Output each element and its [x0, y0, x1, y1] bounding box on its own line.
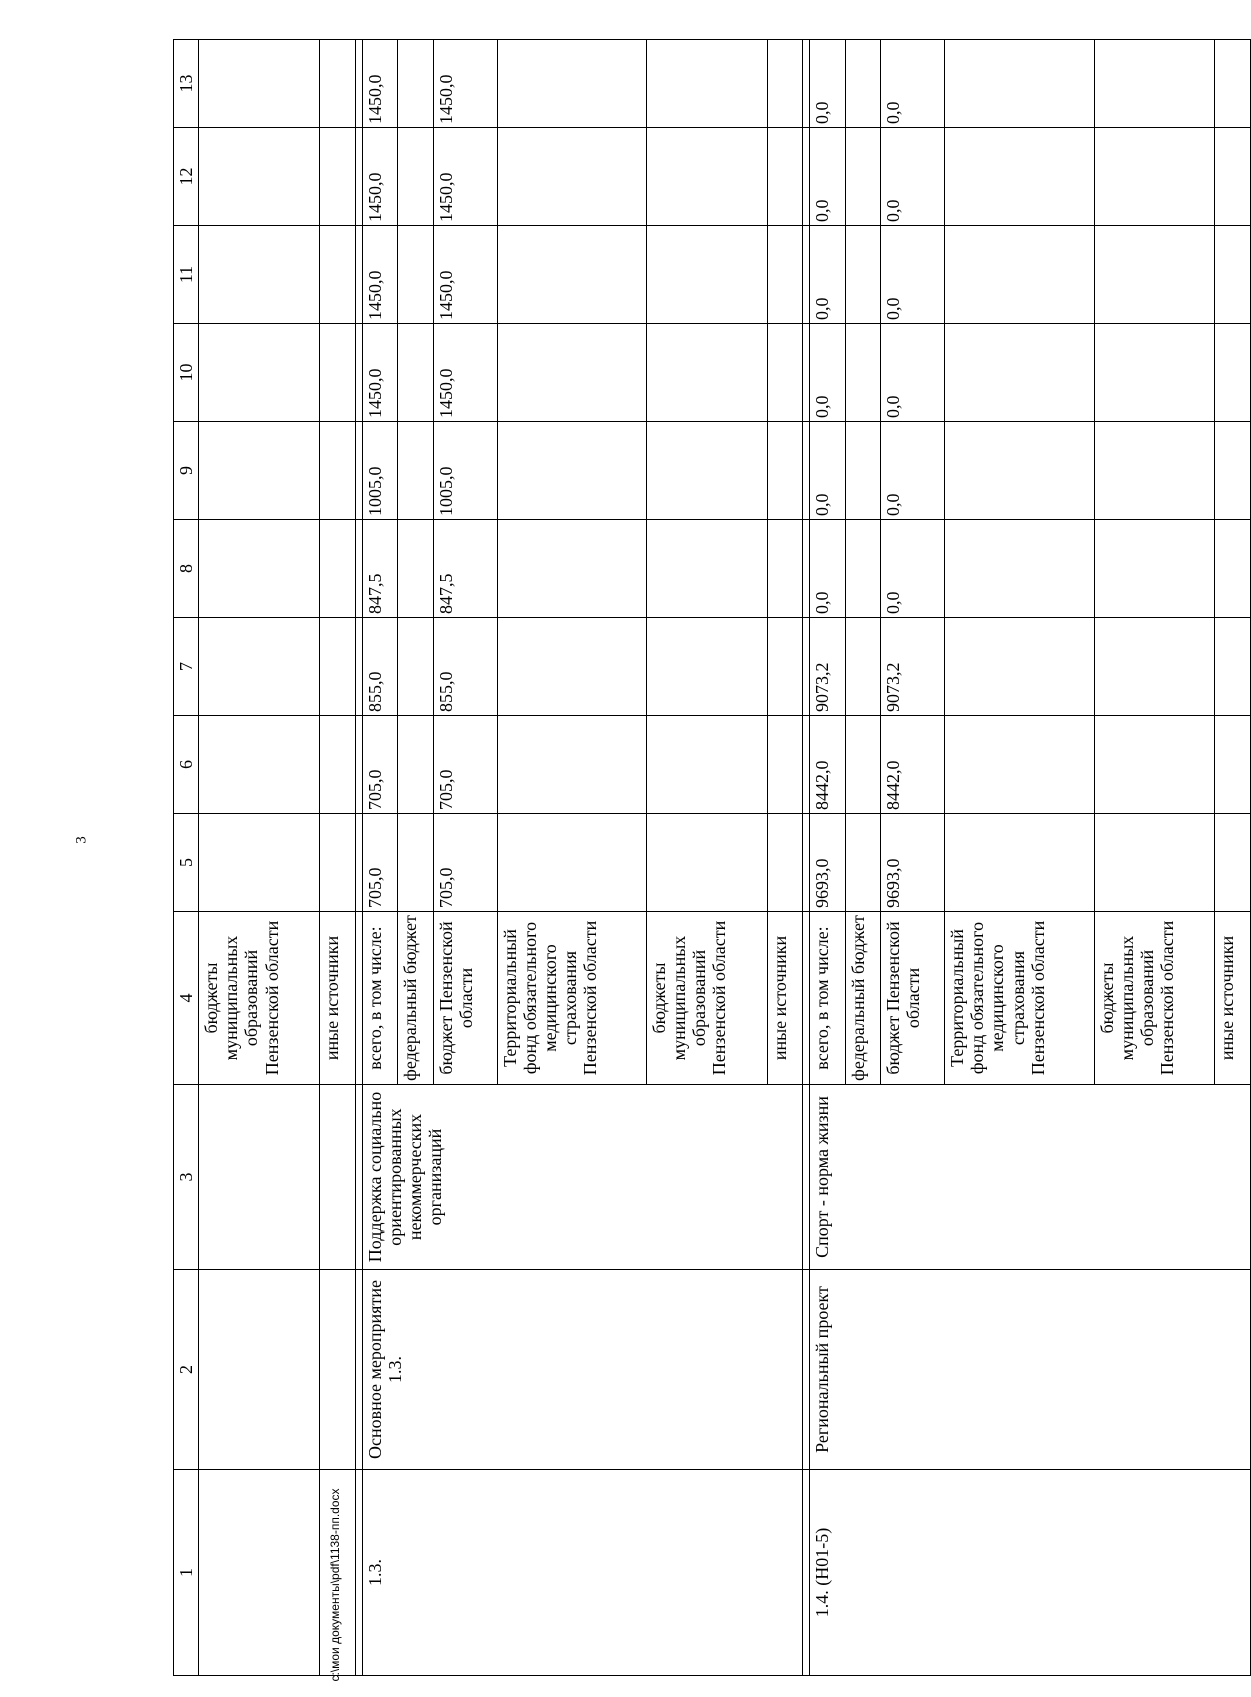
type-cell: Основное мероприятие 1.3.	[362, 1270, 803, 1470]
separator-cell	[803, 716, 810, 814]
value-cell	[1094, 618, 1215, 716]
source-cell: бюджет Пензенской области	[433, 912, 497, 1085]
value-cell: 9693,0	[810, 814, 846, 912]
value-cell	[767, 716, 803, 814]
value-cell: 1450,0	[362, 226, 398, 324]
column-header: 7	[174, 618, 199, 716]
value-cell	[1094, 128, 1215, 226]
separator-cell	[803, 324, 810, 422]
value-cell	[767, 324, 803, 422]
value-cell	[1215, 814, 1251, 912]
separator-cell	[355, 618, 362, 716]
separator-cell	[355, 1470, 362, 1676]
value-cell	[1215, 716, 1251, 814]
value-cell	[398, 716, 434, 814]
value-cell	[398, 40, 434, 128]
value-cell	[199, 716, 320, 814]
value-cell: 0,0	[810, 422, 846, 520]
header-row	[174, 40, 199, 1676]
value-cell: 0,0	[881, 422, 945, 520]
value-cell	[1215, 618, 1251, 716]
value-cell	[1094, 814, 1215, 912]
value-cell	[945, 618, 1094, 716]
value-cell: 0,0	[881, 128, 945, 226]
value-cell	[320, 716, 356, 814]
separator-cell	[355, 1085, 362, 1270]
value-cell	[398, 814, 434, 912]
value-cell: 705,0	[362, 814, 398, 912]
column-header: 13	[174, 40, 199, 128]
value-cell: 855,0	[362, 618, 398, 716]
value-cell: 0,0	[810, 226, 846, 324]
separator-cell	[803, 618, 810, 716]
value-cell: 1005,0	[362, 422, 398, 520]
value-cell	[767, 422, 803, 520]
column-header: 3	[174, 1085, 199, 1270]
value-cell	[945, 814, 1094, 912]
source-cell: федеральный бюджет	[398, 912, 434, 1085]
value-cell	[945, 324, 1094, 422]
value-cell	[320, 128, 356, 226]
value-cell: 1450,0	[362, 128, 398, 226]
value-cell	[199, 40, 320, 128]
value-cell	[497, 716, 646, 814]
value-cell	[767, 226, 803, 324]
value-cell	[199, 128, 320, 226]
value-cell	[767, 618, 803, 716]
table-row	[199, 40, 320, 1676]
value-cell	[320, 618, 356, 716]
value-cell: 847,5	[362, 520, 398, 618]
separator-cell	[355, 912, 362, 1085]
value-cell	[497, 618, 646, 716]
source-cell: иные источники	[320, 912, 356, 1085]
value-cell	[1215, 422, 1251, 520]
value-cell: 855,0	[433, 618, 497, 716]
value-cell	[767, 814, 803, 912]
separator-cell	[355, 1270, 362, 1470]
column-header: 11	[174, 226, 199, 324]
value-cell	[646, 814, 767, 912]
value-cell	[767, 128, 803, 226]
budget-table	[173, 39, 1251, 1676]
separator-cell	[803, 912, 810, 1085]
value-cell	[767, 520, 803, 618]
value-cell	[845, 40, 881, 128]
value-cell	[497, 422, 646, 520]
value-cell	[767, 40, 803, 128]
value-cell: 1450,0	[433, 324, 497, 422]
separator-cell	[803, 40, 810, 128]
source-cell: Территориальный фонд обязательного медицинского страхования Пензенской области	[497, 912, 646, 1085]
value-cell	[945, 422, 1094, 520]
value-cell: 0,0	[810, 128, 846, 226]
separator-cell	[355, 226, 362, 324]
value-cell	[497, 40, 646, 128]
separator-cell	[803, 520, 810, 618]
column-header: 9	[174, 422, 199, 520]
type-cell: Региональный проект	[810, 1270, 1251, 1470]
value-cell	[945, 520, 1094, 618]
name-cell: Поддержка социально ориентированных некоммерческих организаций	[362, 1085, 803, 1270]
type-cell	[199, 1270, 320, 1470]
code-cell: 1.3.	[362, 1470, 803, 1676]
value-cell	[320, 422, 356, 520]
table-row	[810, 40, 846, 1676]
source-cell: федеральный бюджет	[845, 912, 881, 1085]
value-cell	[497, 324, 646, 422]
column-header: 1	[174, 1470, 199, 1676]
separator-cell	[803, 128, 810, 226]
value-cell: 0,0	[881, 226, 945, 324]
value-cell: 1450,0	[433, 226, 497, 324]
separator-cell	[355, 716, 362, 814]
value-cell	[945, 128, 1094, 226]
source-cell: бюджеты муниципальных образований Пензенской области	[646, 912, 767, 1085]
value-cell	[1094, 422, 1215, 520]
source-cell: иные источники	[767, 912, 803, 1085]
section-separator-row	[355, 40, 362, 1676]
separator-cell	[355, 324, 362, 422]
source-cell: иные источники	[1215, 912, 1251, 1085]
value-cell	[497, 226, 646, 324]
value-cell	[845, 128, 881, 226]
value-cell	[646, 128, 767, 226]
value-cell	[646, 716, 767, 814]
value-cell	[845, 716, 881, 814]
value-cell	[1215, 40, 1251, 128]
value-cell	[199, 422, 320, 520]
name-cell: Спорт - норма жизни	[810, 1085, 1251, 1270]
separator-cell	[355, 128, 362, 226]
value-cell	[497, 128, 646, 226]
value-cell	[646, 422, 767, 520]
value-cell: 847,5	[433, 520, 497, 618]
separator-cell	[803, 1270, 810, 1470]
value-cell	[497, 814, 646, 912]
value-cell: 0,0	[881, 40, 945, 128]
value-cell	[1094, 716, 1215, 814]
value-cell: 1450,0	[433, 128, 497, 226]
separator-cell	[803, 1085, 810, 1270]
value-cell: 0,0	[881, 324, 945, 422]
value-cell: 0,0	[810, 40, 846, 128]
value-cell: 705,0	[433, 716, 497, 814]
value-cell	[1215, 226, 1251, 324]
value-cell	[845, 618, 881, 716]
value-cell	[398, 128, 434, 226]
separator-cell	[803, 226, 810, 324]
value-cell	[646, 226, 767, 324]
separator-cell	[355, 520, 362, 618]
separator-cell	[803, 814, 810, 912]
source-cell: Территориальный фонд обязательного медицинского страхования Пензенской области	[945, 912, 1094, 1085]
value-cell	[646, 618, 767, 716]
value-cell	[646, 324, 767, 422]
value-cell	[845, 324, 881, 422]
value-cell	[320, 226, 356, 324]
value-cell: 1450,0	[433, 40, 497, 128]
value-cell	[1094, 324, 1215, 422]
value-cell	[398, 422, 434, 520]
value-cell: 8442,0	[881, 716, 945, 814]
value-cell: 0,0	[810, 324, 846, 422]
section-separator-row	[803, 40, 810, 1676]
value-cell	[398, 520, 434, 618]
value-cell: 705,0	[433, 814, 497, 912]
page-number: 3	[73, 836, 90, 844]
value-cell	[1215, 324, 1251, 422]
value-cell: 1005,0	[433, 422, 497, 520]
value-cell	[199, 226, 320, 324]
value-cell	[945, 226, 1094, 324]
column-header: 12	[174, 128, 199, 226]
value-cell	[199, 618, 320, 716]
separator-cell	[355, 40, 362, 128]
value-cell	[845, 226, 881, 324]
value-cell: 0,0	[881, 520, 945, 618]
value-cell	[945, 716, 1094, 814]
value-cell: 9073,2	[810, 618, 846, 716]
value-cell: 9073,2	[881, 618, 945, 716]
value-cell: 705,0	[362, 716, 398, 814]
name-cell	[320, 1085, 356, 1270]
value-cell	[497, 520, 646, 618]
table-body	[199, 40, 1251, 1676]
rotated-table-container	[173, 40, 1251, 1676]
value-cell	[398, 324, 434, 422]
value-cell	[845, 814, 881, 912]
column-header: 2	[174, 1270, 199, 1470]
value-cell	[398, 618, 434, 716]
separator-cell	[803, 422, 810, 520]
value-cell: 0,0	[810, 520, 846, 618]
value-cell	[320, 520, 356, 618]
value-cell: 8442,0	[810, 716, 846, 814]
footer-file-path: c:\мои документы\pdf\1138-пп.docx	[328, 1488, 342, 1682]
value-cell	[646, 520, 767, 618]
column-header: 6	[174, 716, 199, 814]
source-cell: бюджеты муниципальных образований Пензенской области	[1094, 912, 1215, 1085]
type-cell	[320, 1270, 356, 1470]
source-cell: всего, в том числе:	[810, 912, 846, 1085]
value-cell	[1215, 128, 1251, 226]
value-cell	[945, 40, 1094, 128]
column-header: 8	[174, 520, 199, 618]
value-cell	[199, 520, 320, 618]
code-cell	[199, 1470, 320, 1676]
column-header: 10	[174, 324, 199, 422]
value-cell: 1450,0	[362, 324, 398, 422]
value-cell	[646, 40, 767, 128]
table-row	[362, 40, 398, 1676]
separator-cell	[355, 422, 362, 520]
value-cell	[320, 40, 356, 128]
separator-cell	[803, 1470, 810, 1676]
value-cell	[1094, 520, 1215, 618]
table-row	[320, 40, 356, 1676]
value-cell: 1450,0	[362, 40, 398, 128]
source-cell: бюджет Пензенской области	[881, 912, 945, 1085]
value-cell	[1094, 40, 1215, 128]
source-cell: бюджеты муниципальных образований Пензенской области	[199, 912, 320, 1085]
source-cell: всего, в том числе:	[362, 912, 398, 1085]
value-cell	[199, 324, 320, 422]
column-header: 4	[174, 912, 199, 1085]
code-cell: 1.4. (Н01-5)	[810, 1470, 1251, 1676]
value-cell	[398, 226, 434, 324]
value-cell	[320, 324, 356, 422]
value-cell: 9693,0	[881, 814, 945, 912]
separator-cell	[355, 814, 362, 912]
value-cell	[845, 520, 881, 618]
value-cell	[199, 814, 320, 912]
column-header: 5	[174, 814, 199, 912]
value-cell	[1094, 226, 1215, 324]
value-cell	[320, 814, 356, 912]
value-cell	[845, 422, 881, 520]
value-cell	[1215, 520, 1251, 618]
name-cell	[199, 1085, 320, 1270]
